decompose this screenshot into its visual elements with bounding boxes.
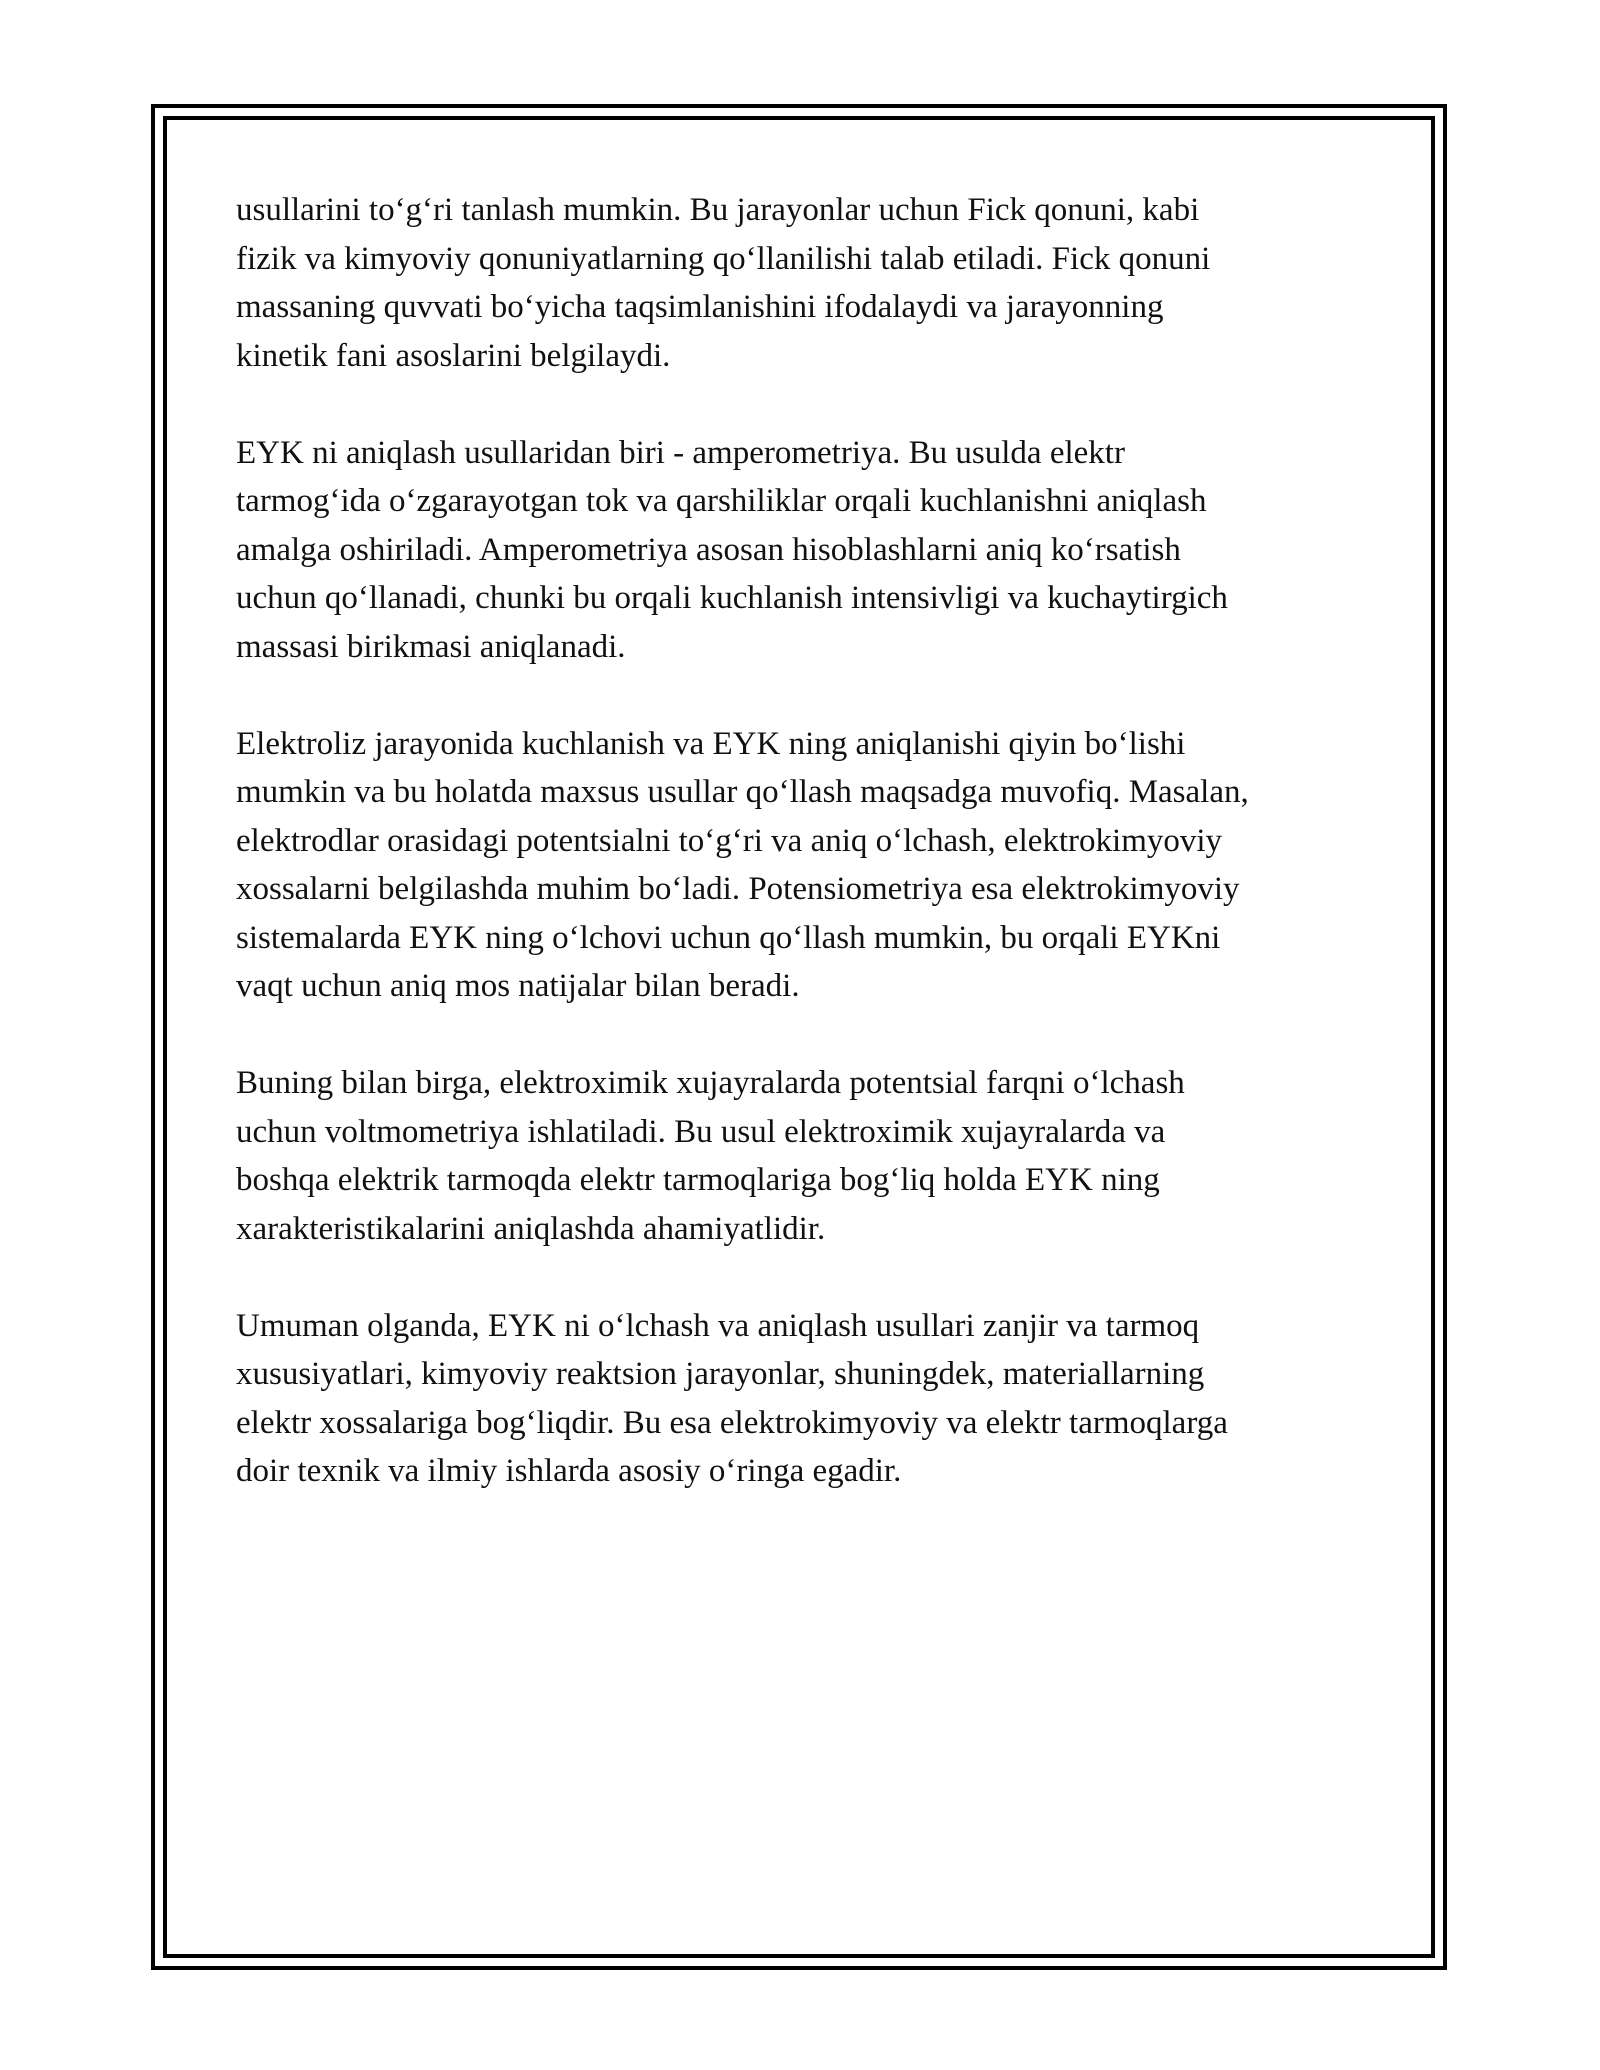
paragraph-electrolysis: Elektroliz jarayonida kuchlanish va EYK ning aniqlanishi qiyin bo‘lishi mumkin va bu holatda maxsus usullar qo‘llash maqsadga muvofiq. Masalan, elektrodlar orasidagi potentsialni to‘g‘ri va aniq o‘lchash, elektrokimyoviy xossalarni belgilashda muhim bo‘ladi. Potensiometriya esa elektrokimyoviy sistemalarda EYK ning o‘lchovi uchun qo‘llash mumkin, bu orqali EYKni vaqt uchun aniq mos natijalar bilan beradi. bbox=[236, 725, 1249, 1004]
paragraph-voltmometry: Buning bilan birga, elektroximik xujayralarda potentsial farqni o‘lchash uchun voltmometriya ishlatiladi. Bu usul elektroximik xujayralarda va boshqa elektrik tarmoqda elektr tarmoqlariga bog‘liq holda EYK ning xarakteristikalarini aniqlashda ahamiyatlidir. bbox=[236, 1065, 1185, 1247]
page-content bbox=[236, 186, 1376, 1544]
paragraph-amperometry: EYK ni aniqlash usullaridan biri - amperometriya. Bu usulda elektr tarmog‘ida o‘zgarayotgan tok va qarshiliklar orqali kuchlanishni aniqlash amalga oshiriladi. Amperometriya asosan hisoblashlarni aniq ko‘rsatish uchun qo‘llanadi, chunki bu orqali kuchlanish intensivligi va kuchaytirgich massasi birikmasi aniqlanadi. bbox=[236, 434, 1228, 665]
paragraph-fick-law: usullarini to‘g‘ri tanlash mumkin. Bu jarayonlar uchun Fick qonuni, kabi fizik va kimyoviy qonuniyatlarning qo‘llanilishi talab etiladi. Fick qonuni massaning quvvati bo‘yicha taqsimlanishini ifodalaydi va jarayonning kinetik fani asoslarini belgilaydi. bbox=[236, 192, 1211, 374]
paragraph-conclusion: Umuman olganda, EYK ni o‘lchash va aniqlash usullari zanjir va tarmoq xususiyatlari, kimyoviy reaktsion jarayonlar, shuningdek, materiallarning elektr xossalariga bog‘liqdir. Bu esa elektrokimyoviy va elektr tarmoqlarga doir texnik va ilmiy ishlarda asosiy o‘ringa egadir. bbox=[236, 1307, 1228, 1489]
